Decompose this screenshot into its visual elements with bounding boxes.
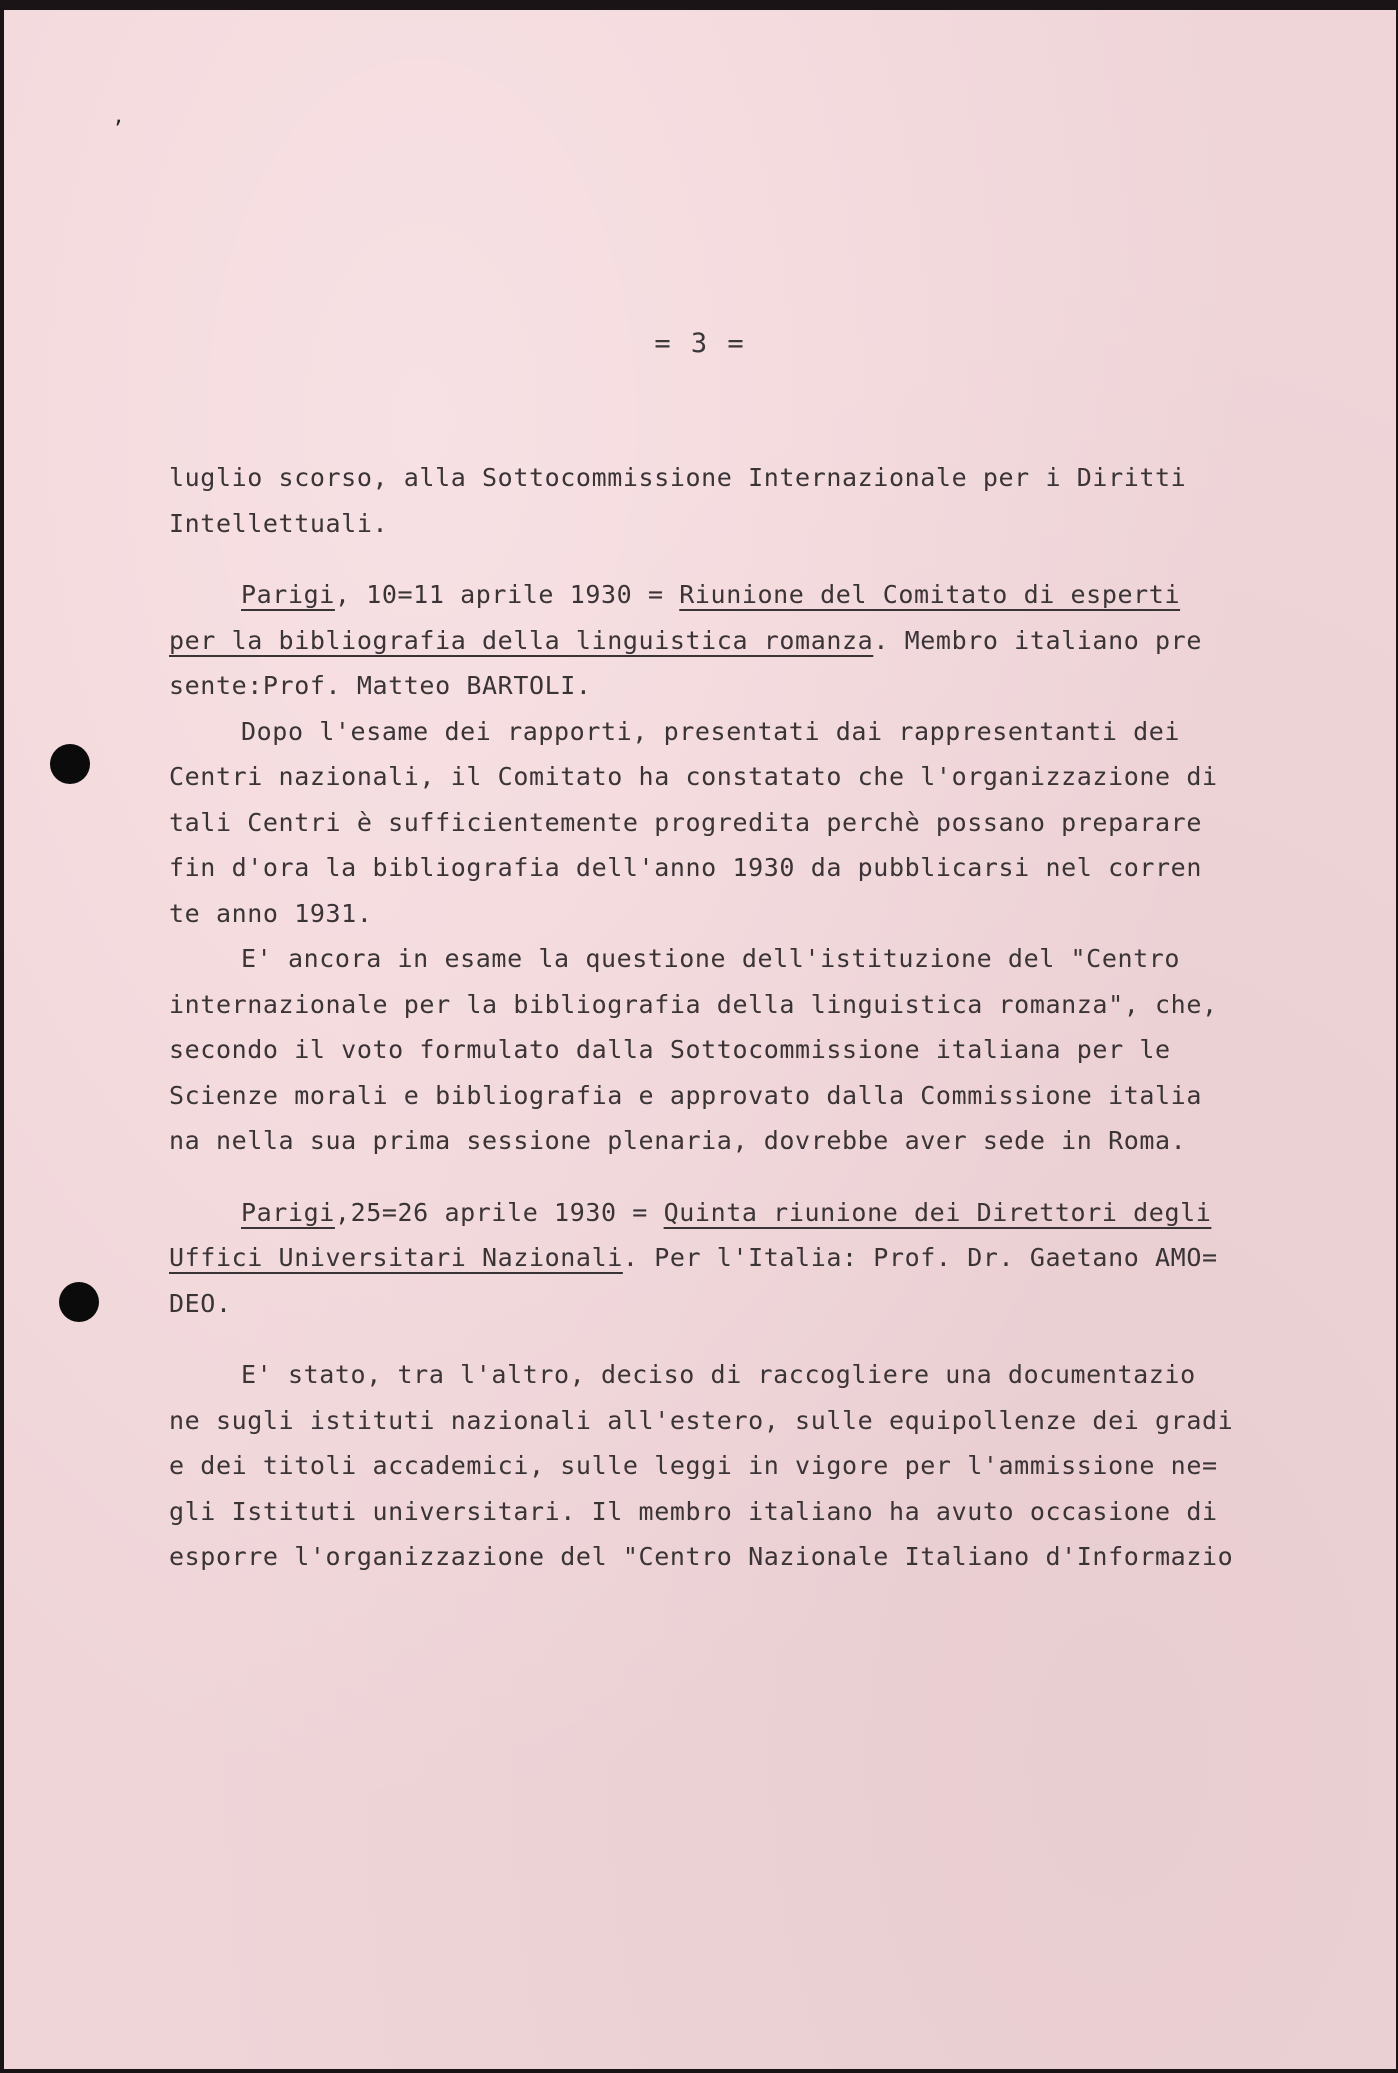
text-line: Centri nazionali, il Comitato ha constatato che l'organizzazione di — [169, 762, 1218, 791]
text-line: internazionale per la bibliografia della linguistica romanza", che, — [169, 989, 1218, 1019]
punch-hole-bottom — [59, 1282, 99, 1322]
text-fragment: . Membro italiano pre — [873, 625, 1202, 655]
document-page — [4, 10, 1396, 2069]
text-line: tali Centri è sufficientemente progredita perchè possano preparare — [169, 807, 1202, 837]
underlined-meeting-title: Quinta riunione dei Direttori degli — [663, 1197, 1212, 1227]
paragraph-4 — [169, 936, 1339, 1164]
text-line — [169, 618, 1339, 664]
margin-mark: ʼ — [112, 116, 125, 140]
text-line: E' stato, tra l'altro, deciso di raccogliere una documentazio — [241, 1360, 1196, 1389]
underlined-place: Parigi — [241, 580, 335, 609]
underlined-meeting-title: Riunione del Comitato di esperti — [679, 580, 1181, 609]
text-line: sente:Prof. Matteo BARTOLI. — [169, 671, 592, 700]
text-line — [169, 1190, 1339, 1236]
underlined-place: Parigi — [241, 1197, 335, 1227]
underlined-meeting-title-cont: Uffici Universitari Nazionali — [169, 1243, 623, 1272]
text-line: esporre l'organizzazione del "Centro Nazionale Italiano d'Informazio — [169, 1542, 1234, 1571]
paragraph-1 — [169, 455, 1339, 546]
text-line — [169, 572, 1339, 618]
paragraph-2 — [169, 572, 1339, 709]
text-line: luglio scorso, alla Sottocommissione Internazionale per i Diritti — [169, 463, 1187, 492]
punch-hole-top — [50, 744, 90, 784]
text-line — [169, 1235, 1339, 1281]
paragraph-5 — [169, 1190, 1339, 1327]
page-number: = 3 = — [654, 328, 746, 359]
text-line: e dei titoli accademici, sulle leggi in vigore per l'ammissione ne= — [169, 1451, 1218, 1480]
underlined-meeting-title-cont: per la bibliografia della linguistica romanza — [169, 625, 874, 655]
text-line: na nella sua prima sessione plenaria, dovrebbe aver sede in Roma. — [169, 1126, 1187, 1155]
text-line: secondo il voto formulato dalla Sottocommissione italiana per le — [169, 1035, 1171, 1064]
text-line: fin d'ora la bibliografia dell'anno 1930 da pubblicarsi nel corren — [169, 853, 1202, 882]
text-line: DEO. — [169, 1288, 232, 1318]
date-text: , 10=11 aprile 1930 = — [334, 580, 680, 609]
text-line: ne sugli istituti nazionali all'estero, sulle equipollenze dei gradi — [169, 1405, 1234, 1435]
paragraph-6 — [169, 1352, 1339, 1580]
text-line: Intellettuali. — [169, 508, 389, 538]
text-fragment: . Per l'Italia: Prof. Dr. Gaetano AMO= — [622, 1243, 1218, 1272]
text-line: Scienze morali e bibliografia e approvato dalla Commissione italia — [169, 1080, 1202, 1110]
document-body — [169, 455, 1339, 1580]
date-text: ,25=26 aprile 1930 = — [334, 1197, 664, 1227]
text-line: Dopo l'esame dei rapporti, presentati dai rappresentanti dei — [241, 716, 1181, 746]
text-line: E' ancora in esame la questione dell'istituzione del "Centro — [241, 944, 1181, 973]
paragraph-3 — [169, 709, 1339, 937]
text-line: gli Istituti universitari. Il membro italiano ha avuto occasione di — [169, 1496, 1218, 1526]
text-line: te anno 1931. — [169, 898, 373, 928]
